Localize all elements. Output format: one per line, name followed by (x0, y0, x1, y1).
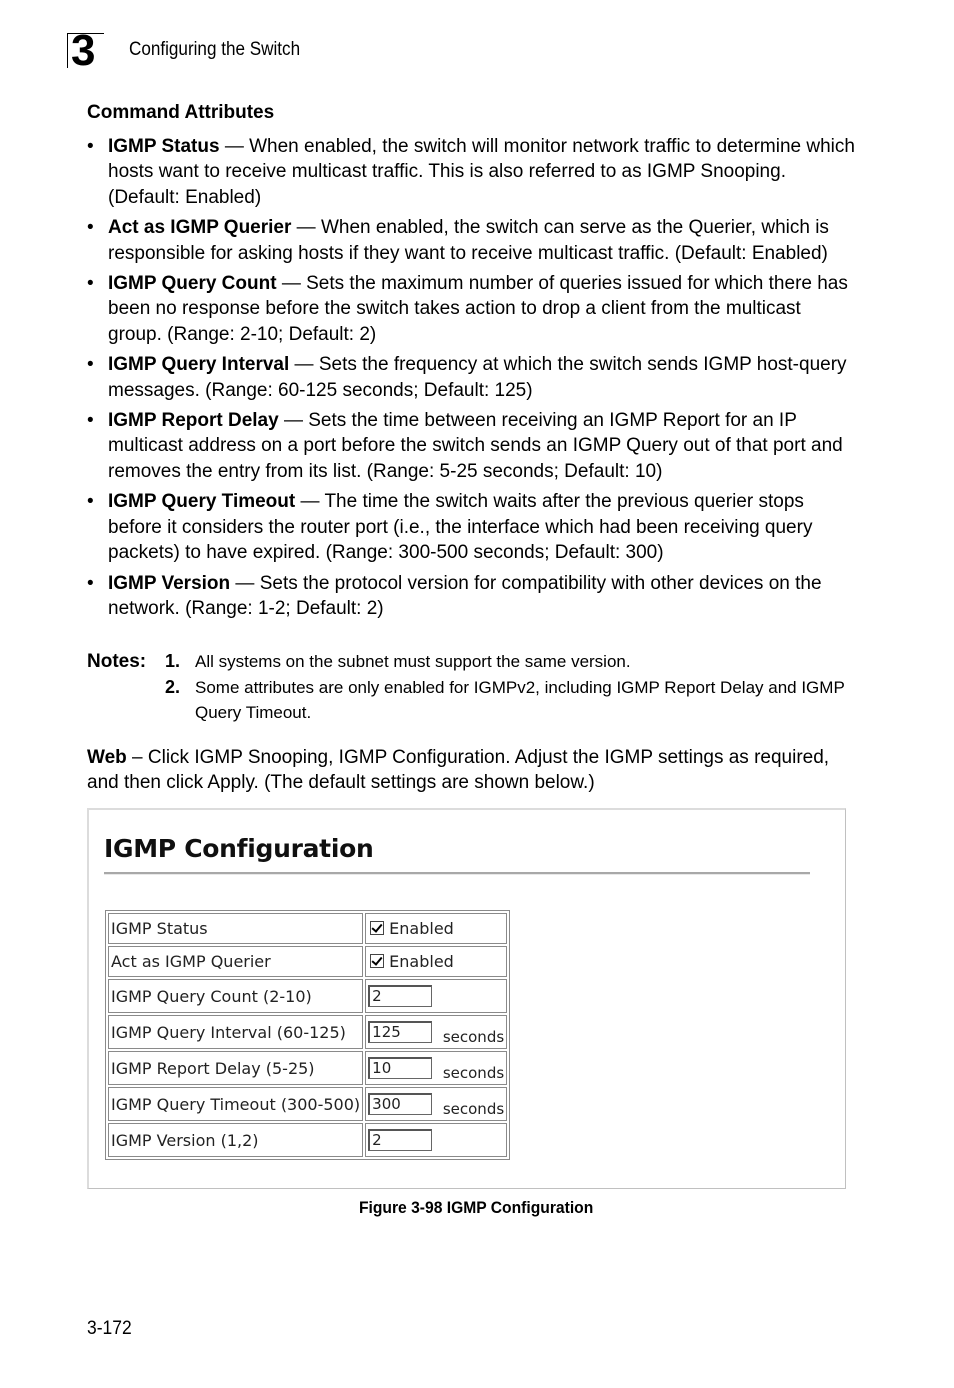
row-label: IGMP Query Timeout (300-500) (108, 1087, 363, 1121)
igmp-status-cell (365, 913, 507, 944)
web-instructions (87, 745, 857, 796)
row-label: IGMP Report Delay (5-25) (108, 1051, 363, 1085)
notes-label: Notes: (87, 651, 147, 672)
table-row (108, 913, 507, 944)
web-label: Web (87, 747, 127, 768)
query-interval-cell (365, 1015, 507, 1049)
checkbox-label: Enabled (389, 919, 454, 938)
query-timeout-input[interactable]: 300 (368, 1093, 432, 1115)
list-item: • IGMP Query Interval — Sets the frequency at which the switch sends IGMP host-query messages. (Range: 60-125 seconds; Default: 125) (87, 354, 847, 401)
query-timeout-cell (365, 1087, 507, 1121)
item-term: IGMP Query Interval (108, 354, 290, 376)
item-desc: — The time the switch waits after the previous querier stops before it considers the router port (i.e., the interface which had been receiving query packets) to have expired. (Range: 300-500 seconds; Default: 300) (108, 491, 813, 564)
item-desc: — Sets the maximum number of queries issued for which there has been no response before the switch takes action to drop a client from the multicast group. (Range: 2-10; Default: 2) (108, 273, 848, 345)
figure-caption: Figure 3-98 IGMP Configuration (358, 1198, 594, 1217)
list-item: • IGMP Version — Sets the protocol version for compatibility with other devices on the network. (Range: 1-2; Default: 2) (87, 572, 822, 619)
row-label: IGMP Version (1,2) (108, 1123, 363, 1157)
report-delay-cell (365, 1051, 507, 1085)
checkbox-label: Enabled (389, 952, 454, 971)
report-delay-input[interactable]: 10 (368, 1057, 432, 1079)
table-row (108, 1087, 507, 1121)
item-desc: — Sets the protocol version for compatibility with other devices on the network. (Range: 1-2; Default: 2) (108, 572, 822, 619)
item-desc: — When enabled, the switch will monitor network traffic to determine which hosts want to receive multicast traffic. This is also referred to as IGMP Snooping. (Default: Enabled) (108, 136, 855, 208)
item-term: IGMP Query Timeout (108, 491, 296, 513)
query-count-input[interactable]: 2 (368, 985, 432, 1007)
querier-cell (365, 946, 507, 977)
item-term: IGMP Version (108, 572, 231, 594)
unit-label: seconds (442, 1028, 505, 1046)
note-text: All systems on the subnet must support the same version. (195, 652, 631, 671)
item-term: Act as IGMP Querier (108, 217, 292, 239)
item-term: IGMP Report Delay (108, 410, 279, 432)
table-row (108, 1015, 507, 1049)
unit-label: seconds (442, 1100, 505, 1118)
list-item: • IGMP Status — When enabled, the switch will monitor network traffic to determine which hosts want to receive multicast traffic. This is also referred to as IGMP Snooping. (Default: Enabled) (87, 136, 855, 208)
table-row (108, 946, 507, 977)
item-desc: — When enabled, the switch can serve as the Querier, which is responsible for asking hosts if they want to receive multicast traffic. (Default: Enabled) (108, 217, 829, 264)
table-row (108, 979, 507, 1013)
query-interval-input[interactable]: 125 (368, 1021, 432, 1043)
list-item: • IGMP Query Count — Sets the maximum number of queries issued for which there has been no response before the switch takes action to drop a client from the multicast group. (Range: 2-10; Default: 2) (87, 273, 848, 345)
list-item: • IGMP Query Timeout — The time the switch waits after the previous querier stops before it considers the router port (i.e., the interface which had been receiving query packets) to have expired. (Range: 300-500 seconds; Default: 300) (87, 491, 813, 564)
item-term: IGMP Query Count (108, 273, 277, 295)
query-count-cell (365, 979, 507, 1013)
note-number: 1. (165, 651, 181, 671)
running-head: Configuring the Switch (129, 39, 301, 60)
note-number: 2. (165, 677, 181, 697)
title-divider (104, 872, 810, 875)
item-desc: — Sets the frequency at which the switch sends IGMP host-query messages. (Range: 60-125 seconds; Default: 125) (108, 354, 847, 401)
list-item: • IGMP Report Delay — Sets the time between receiving an IGMP Report for an IP multicast address on a port before the switch sends an IGMP Query out of that port and removes the entry from its list. (Range: 5-25 seconds; Default: 10) (87, 410, 843, 482)
igmp-status-checkbox[interactable] (370, 921, 384, 935)
item-desc: — Sets the time between receiving an IGMP Report for an IP multicast address on a port before the switch sends an IGMP Query out of that port and removes the entry from its list. (Range: 5-25 seconds; Default: 10) (108, 410, 843, 482)
web-text: – Click IGMP Snooping, IGMP Configuration. Adjust the IGMP settings as required, and then click Apply. (The default settings are shown below.) (87, 747, 830, 794)
page-number: 3-172 (87, 1318, 132, 1339)
igmp-config-screenshot (87, 808, 846, 1189)
note-text: Some attributes are only enabled for IGMPv2, including IGMP Report Delay and IGMP Query Timeout. (195, 678, 845, 722)
table-row (108, 1123, 507, 1157)
version-cell (365, 1123, 507, 1157)
igmp-settings-table (105, 910, 510, 1160)
row-label: Act as IGMP Querier (108, 946, 363, 977)
section-heading: Command Attributes (87, 102, 275, 123)
row-label: IGMP Query Count (2-10) (108, 979, 363, 1013)
row-label: IGMP Status (108, 913, 363, 944)
list-item: • Act as IGMP Querier — When enabled, the switch can serve as the Querier, which is responsible for asking hosts if they want to receive multicast traffic. (Default: Enabled) (87, 217, 829, 264)
table-row (108, 1051, 507, 1085)
chapter-number: 3 (71, 26, 95, 75)
figure-title: IGMP Configuration (104, 834, 374, 863)
row-label: IGMP Query Interval (60-125) (108, 1015, 363, 1049)
igmp-version-input[interactable]: 2 (368, 1129, 432, 1151)
unit-label: seconds (442, 1064, 505, 1082)
igmp-querier-checkbox[interactable] (370, 954, 384, 968)
attribute-list (87, 134, 857, 626)
item-term: IGMP Status (108, 136, 220, 157)
